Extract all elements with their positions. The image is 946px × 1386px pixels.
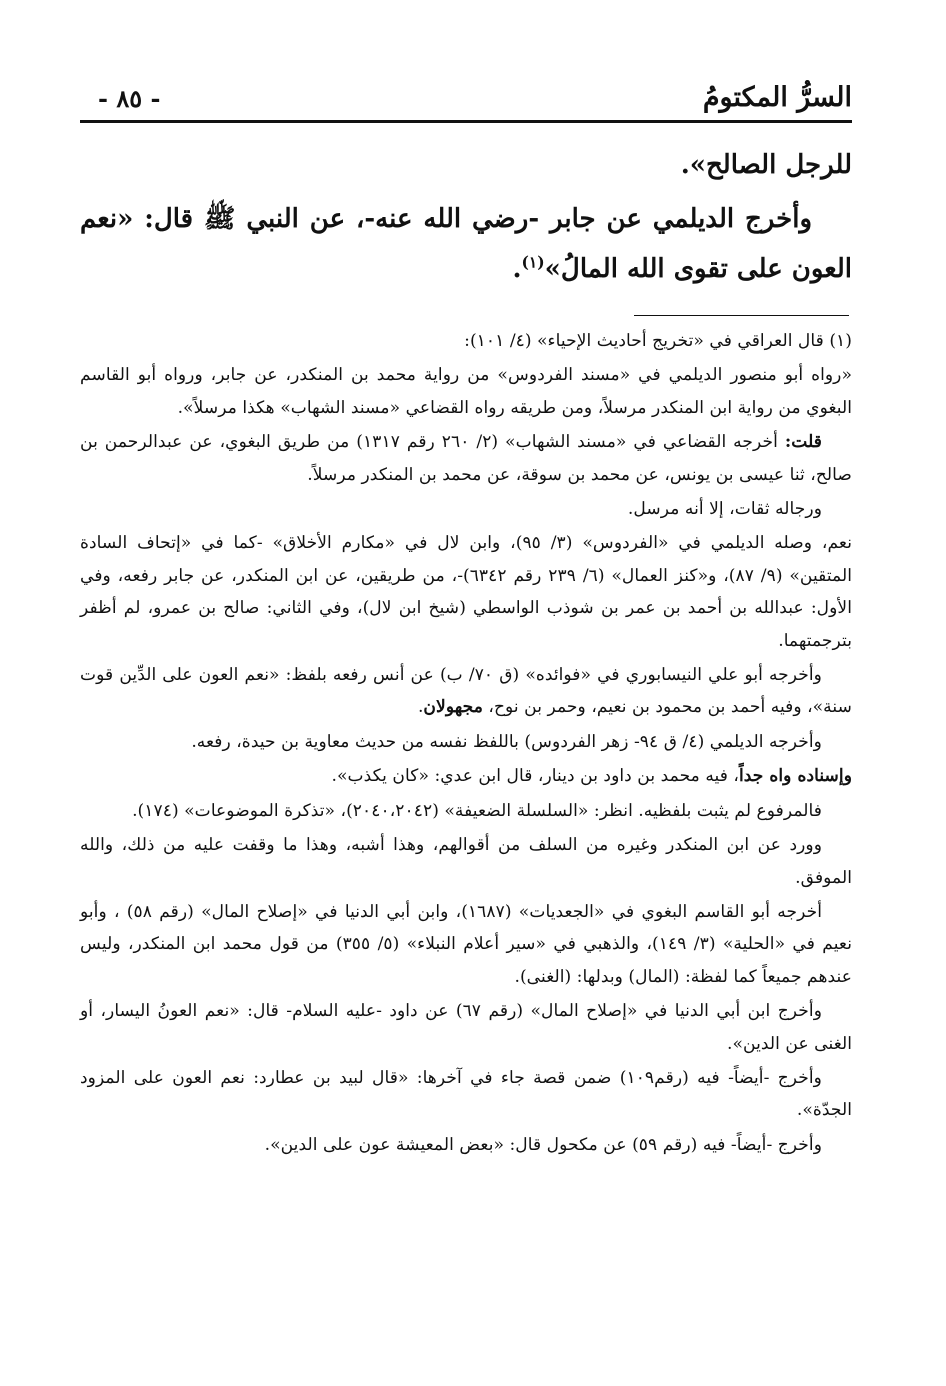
footnote-baghawi: أخرجه أبو القاسم البغوي في «الجعديات» (١٦٨٧)، وابن أبي الدنيا في «إصلاح المال» (رقم ٥٨) ، وأبو نعيم في «الحلية» (٣/ ١٤٩)، والذهبي في «سير أعلام النبلاء» (٥/ ٣٥٥) من قول محمد ابن المنكدر، وليس عندهم جميعاً كما لفظة: (المال) وبدلها: (الغنى). xyxy=(80,901,852,987)
page-number: - ٨٥ - xyxy=(98,84,161,113)
footnote-labid: وأخرج -أيضاً- فيه (رقم١٠٩) ضمن قصة جاء في آخرها: «قال لبيد بن عطارد: نعم العون على المزود الجدّة». xyxy=(80,1067,852,1121)
isnad-rest: ، فيه محمد بن داود بن دينار، قال ابن عدي: «كان يكذب». xyxy=(331,766,739,787)
footnote-rijal: ورجاله ثقات، إلا أنه مرسل. xyxy=(627,499,822,520)
footnote-marfu: فالمرفوع لم يثبت بلفظيه. انظر: «السلسلة الضعيفة» (٢٠٤٠،٢٠٤٢)، «تذكرة الموضوعات» (١٧٤). xyxy=(132,800,822,821)
running-header xyxy=(80,80,852,120)
main-text xyxy=(80,140,852,294)
footnote-ibn-abi-dunya: وأخرج ابن أبي الدنيا في «إصلاح المال» (رقم ٦٧) عن داود -عليه السلام- قال: «نعم العونُ اليسار، أو الغنى عن الدين». xyxy=(80,1001,852,1054)
footnote-makhul: وأخرج -أيضاً- فيه (رقم ٥٩) عن مكحول قال: «بعض المعيشة عون على الدين». xyxy=(264,1134,822,1155)
footnote-daylami: وأخرجه الديلمي (٤/ ق ٩٤- زهر الفردوس) باللفظ نفسه من حديث معاوية بن حيدة، رفعه. xyxy=(191,731,822,752)
qult-text: أخرجه القضاعي في «مسند الشهاب» (٢/ ٢٦٠ رقم ١٣١٧) من طريق البغوي، عن عبدالرحمن بن صالح، ثنا عيسى بن يونس، عن محمد بن سوقة، عن محمد بن المنكدر مرسلاً. xyxy=(80,432,852,485)
majhulan-end: . xyxy=(417,697,424,718)
isnad-bold: وإسناده واه جداً xyxy=(738,766,852,787)
majhulan-label: مجهولان xyxy=(423,697,483,718)
qult-label: قلت: xyxy=(784,432,822,453)
footnotes xyxy=(80,325,852,1163)
footnote-nisaburi xyxy=(80,659,852,724)
footnote-qult xyxy=(80,426,852,491)
book-title: السرُّ المكتومُ xyxy=(702,82,852,113)
footnote-1-lead: (١) قال العراقي في «تخريج أحاديث الإحياء» (٤/ ١٠١): xyxy=(464,331,852,351)
footnote-quote: «رواه أبو منصور الديلمي في «مسند الفردوس» من رواية محمد بن المنكدر، عن جابر، ورواه أبو القاسم البغوي من رواية ابن المنكدر مرسلاً، ومن طريقه رواه القضاعي «مسند الشهاب» هكذا مرسلاً». xyxy=(80,365,852,418)
footnote-warada: وورد عن ابن المنكدر وغيره من السلف من أقوالهم، وهذا أشبه، وهذا ما وقفت عليه من ذلك، والله الموفق. xyxy=(80,835,852,888)
nisaburi-text: وأخرجه أبو علي النيسابوري في «فوائده» (ق ٧٠/ ب) عن أنس رفعه بلفظ: «نعم العون على الدِّين قوت سنة»، وفيه أحمد بن محمود بن نعيم، وحمر بن نوح، xyxy=(80,665,852,718)
main-paragraph-1: للرجل الصالح». xyxy=(680,150,852,180)
header-rule xyxy=(80,120,852,123)
footnote-separator xyxy=(634,315,849,316)
main-paragraph-2 xyxy=(80,194,852,294)
footnote-isnad xyxy=(80,760,852,792)
footnote-ref-1[interactable]: (١) xyxy=(521,252,545,272)
main-paragraph-2-end: . xyxy=(512,254,522,284)
footnote-naam: نعم، وصله الديلمي في «الفردوس» (٣/ ٩٥)، وابن لال في «مكارم الأخلاق» -كما في «إتحاف السادة المتقين» (٩/ ٨٧)، و«كنز العمال» (٦/ ٢٣٩ رقم ٦٣٤٢)-، من طريقين، عن ابن المنكدر، عن جابر رفعه، وفي الأول: عبدالله بن أحمد بن عمر بن شوذب الواسطي (شيخ ابن لال)، وفي الثاني: صالح بن عمرو، لم أظفر بترجمتهما. xyxy=(80,533,852,651)
main-paragraph-2-text: وأخرج الديلمي عن جابر -رضي الله عنه-، عن النبي ﷺ قال: «نعم العون على تقوى الله المالُ» xyxy=(80,204,852,284)
